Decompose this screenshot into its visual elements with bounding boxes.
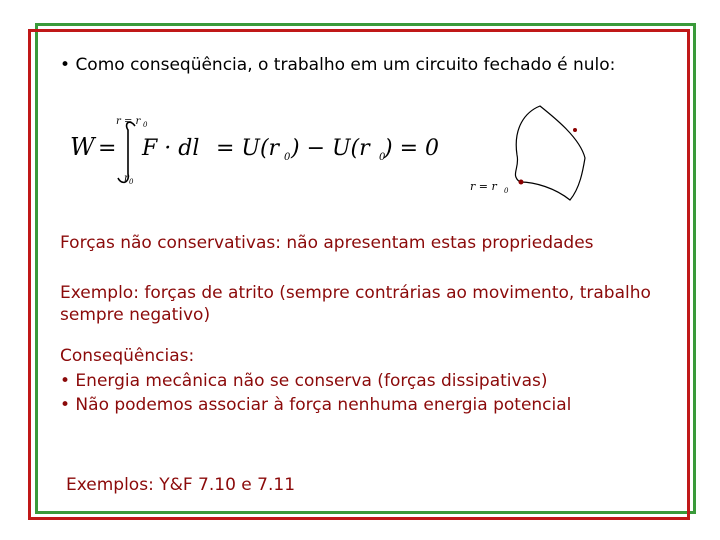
example-line-1 [60,282,651,304]
intro-text: Como conseqüência, o trabalho em um circuito fechado é nulo: [75,55,616,75]
consequences-title: Conseqüências: [60,346,195,366]
nonconservative-text: não apresentam estas propriedades [280,233,594,253]
nonconservative-line [60,232,594,254]
examples-text: Y&F 7.10 e 7.11 [153,475,296,495]
formula-rhs-end: ) = 0 [384,136,439,161]
formula-lower-limit: r [124,173,129,184]
formula-eq: = [98,136,117,161]
example-title: Exemplo: [60,283,139,303]
consequences-item1-suffix: ) [540,371,548,391]
path-point-dot [573,128,577,132]
formula-rhs-sub: 0 [284,152,291,163]
formula-upper-sub: 0 [143,121,148,129]
consequences-item1-highlight: forças dissipativas [383,371,541,391]
formula-rhs: = U(r [216,136,280,161]
diagram-label: r = r [470,180,497,193]
closed-path-diagram [465,100,605,210]
diagram-label-sub: 0 [504,187,509,195]
work-integral-formula [62,102,439,192]
formula-rhs-sub-2: 0 [379,152,386,163]
formula-lhs: W [70,133,95,161]
formula-upper-limit: r = r [116,116,141,127]
consequences-item-2: • Não podemos associar à força nenhuma energia potencial [60,395,572,415]
intro-line [60,54,615,76]
formula-integrand: F · dl [142,136,200,161]
consequences-item-1 [60,370,548,392]
consequences-item1-prefix: • Energia mecânica não se conserva ( [60,371,384,391]
formula-lower-sub: 0 [129,178,134,186]
formula-rhs-mid: ) − U(r [291,136,370,161]
example-text-1: forças de atrito (sempre contrárias ao movimento, trabalho [138,283,651,303]
example-line-2: sempre negativo) [60,305,211,325]
closed-path-curve [515,106,585,200]
examples-reference [66,474,295,496]
examples-title: Exemplos: [66,475,154,495]
nonconservative-title: Forças não conservativas: [60,233,281,253]
start-point-dot [519,180,524,185]
bullet: • [60,55,71,75]
